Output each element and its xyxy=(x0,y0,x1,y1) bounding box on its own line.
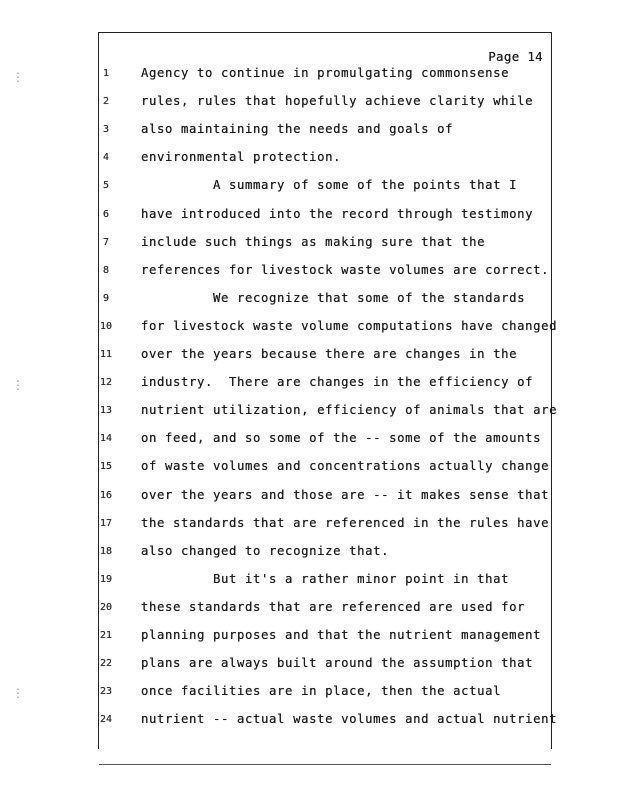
transcript-line-text: But it's a rather minor point in that xyxy=(141,572,510,586)
line-number: 10 xyxy=(99,321,113,332)
line-number: 6 xyxy=(102,209,110,220)
line-number: 22 xyxy=(99,658,113,669)
transcript-line-text: have introduced into the record through testimony xyxy=(141,207,534,221)
transcript-line-text: plans are always built around the assumption that xyxy=(141,656,534,670)
page-number: Page 14 xyxy=(488,49,543,64)
line-number: 13 xyxy=(99,405,113,416)
transcript-line-text: environmental protection. xyxy=(141,150,342,164)
margin-scan-mark: ⋮ xyxy=(12,378,24,392)
line-number: 24 xyxy=(99,714,113,725)
transcript-line-text: over the years and those are -- it makes sense that xyxy=(141,488,550,502)
transcript-line-text: rules, rules that hopefully achieve clarity while xyxy=(141,94,534,108)
line-number: 9 xyxy=(102,293,110,304)
line-number: 14 xyxy=(99,433,113,444)
margin-scan-mark: ⋮ xyxy=(12,70,24,84)
line-number: 1 xyxy=(102,68,110,79)
transcript-line-text: include such things as making sure that the xyxy=(141,235,486,249)
transcript-line-text: of waste volumes and concentrations actually change xyxy=(141,459,550,473)
transcript-line-text: nutrient -- actual waste volumes and actual nutrient xyxy=(141,712,558,726)
transcript-line-text: once facilities are in place, then the actual xyxy=(141,684,502,698)
transcript-line-text: references for livestock waste volumes are correct. xyxy=(141,263,550,277)
transcript-line-text: A summary of some of the points that I xyxy=(141,178,518,192)
transcript-line-text: for livestock waste volume computations have changed xyxy=(141,319,558,333)
line-number: 20 xyxy=(99,602,113,613)
line-number: 23 xyxy=(99,686,113,697)
margin-scan-mark: ⋮ xyxy=(12,686,24,700)
transcript-line-text: on feed, and so some of the -- some of the amounts xyxy=(141,431,542,445)
transcript-line-text: planning purposes and that the nutrient management xyxy=(141,628,542,642)
line-number: 19 xyxy=(99,574,113,585)
line-number: 15 xyxy=(99,461,113,472)
line-number: 11 xyxy=(99,349,113,360)
transcript-line-text: also maintaining the needs and goals of xyxy=(141,122,454,136)
line-number: 18 xyxy=(99,546,113,557)
line-number: 16 xyxy=(99,490,113,501)
line-number: 3 xyxy=(102,124,110,135)
transcript-line-text: nutrient utilization, efficiency of animals that are xyxy=(141,403,558,417)
transcript-line-text: also changed to recognize that. xyxy=(141,544,390,558)
transcript-line-text: the standards that are referenced in the rules have xyxy=(141,516,550,530)
line-number: 2 xyxy=(102,96,110,107)
transcript-line-text: Agency to continue in promulgating commonsense xyxy=(141,66,510,80)
transcript-line-text: industry. There are changes in the efficiency of xyxy=(141,375,534,389)
transcript-line-text: these standards that are referenced are used for xyxy=(141,600,526,614)
line-number: 21 xyxy=(99,630,113,641)
line-number: 5 xyxy=(102,180,110,191)
line-number: 17 xyxy=(99,518,113,529)
transcript-line-text: over the years because there are changes in the xyxy=(141,347,518,361)
transcript-line-text: We recognize that some of the standards xyxy=(141,291,526,305)
line-number: 4 xyxy=(102,152,110,163)
line-number: 12 xyxy=(99,377,113,388)
line-number: 8 xyxy=(102,265,110,276)
line-number: 7 xyxy=(102,237,110,248)
